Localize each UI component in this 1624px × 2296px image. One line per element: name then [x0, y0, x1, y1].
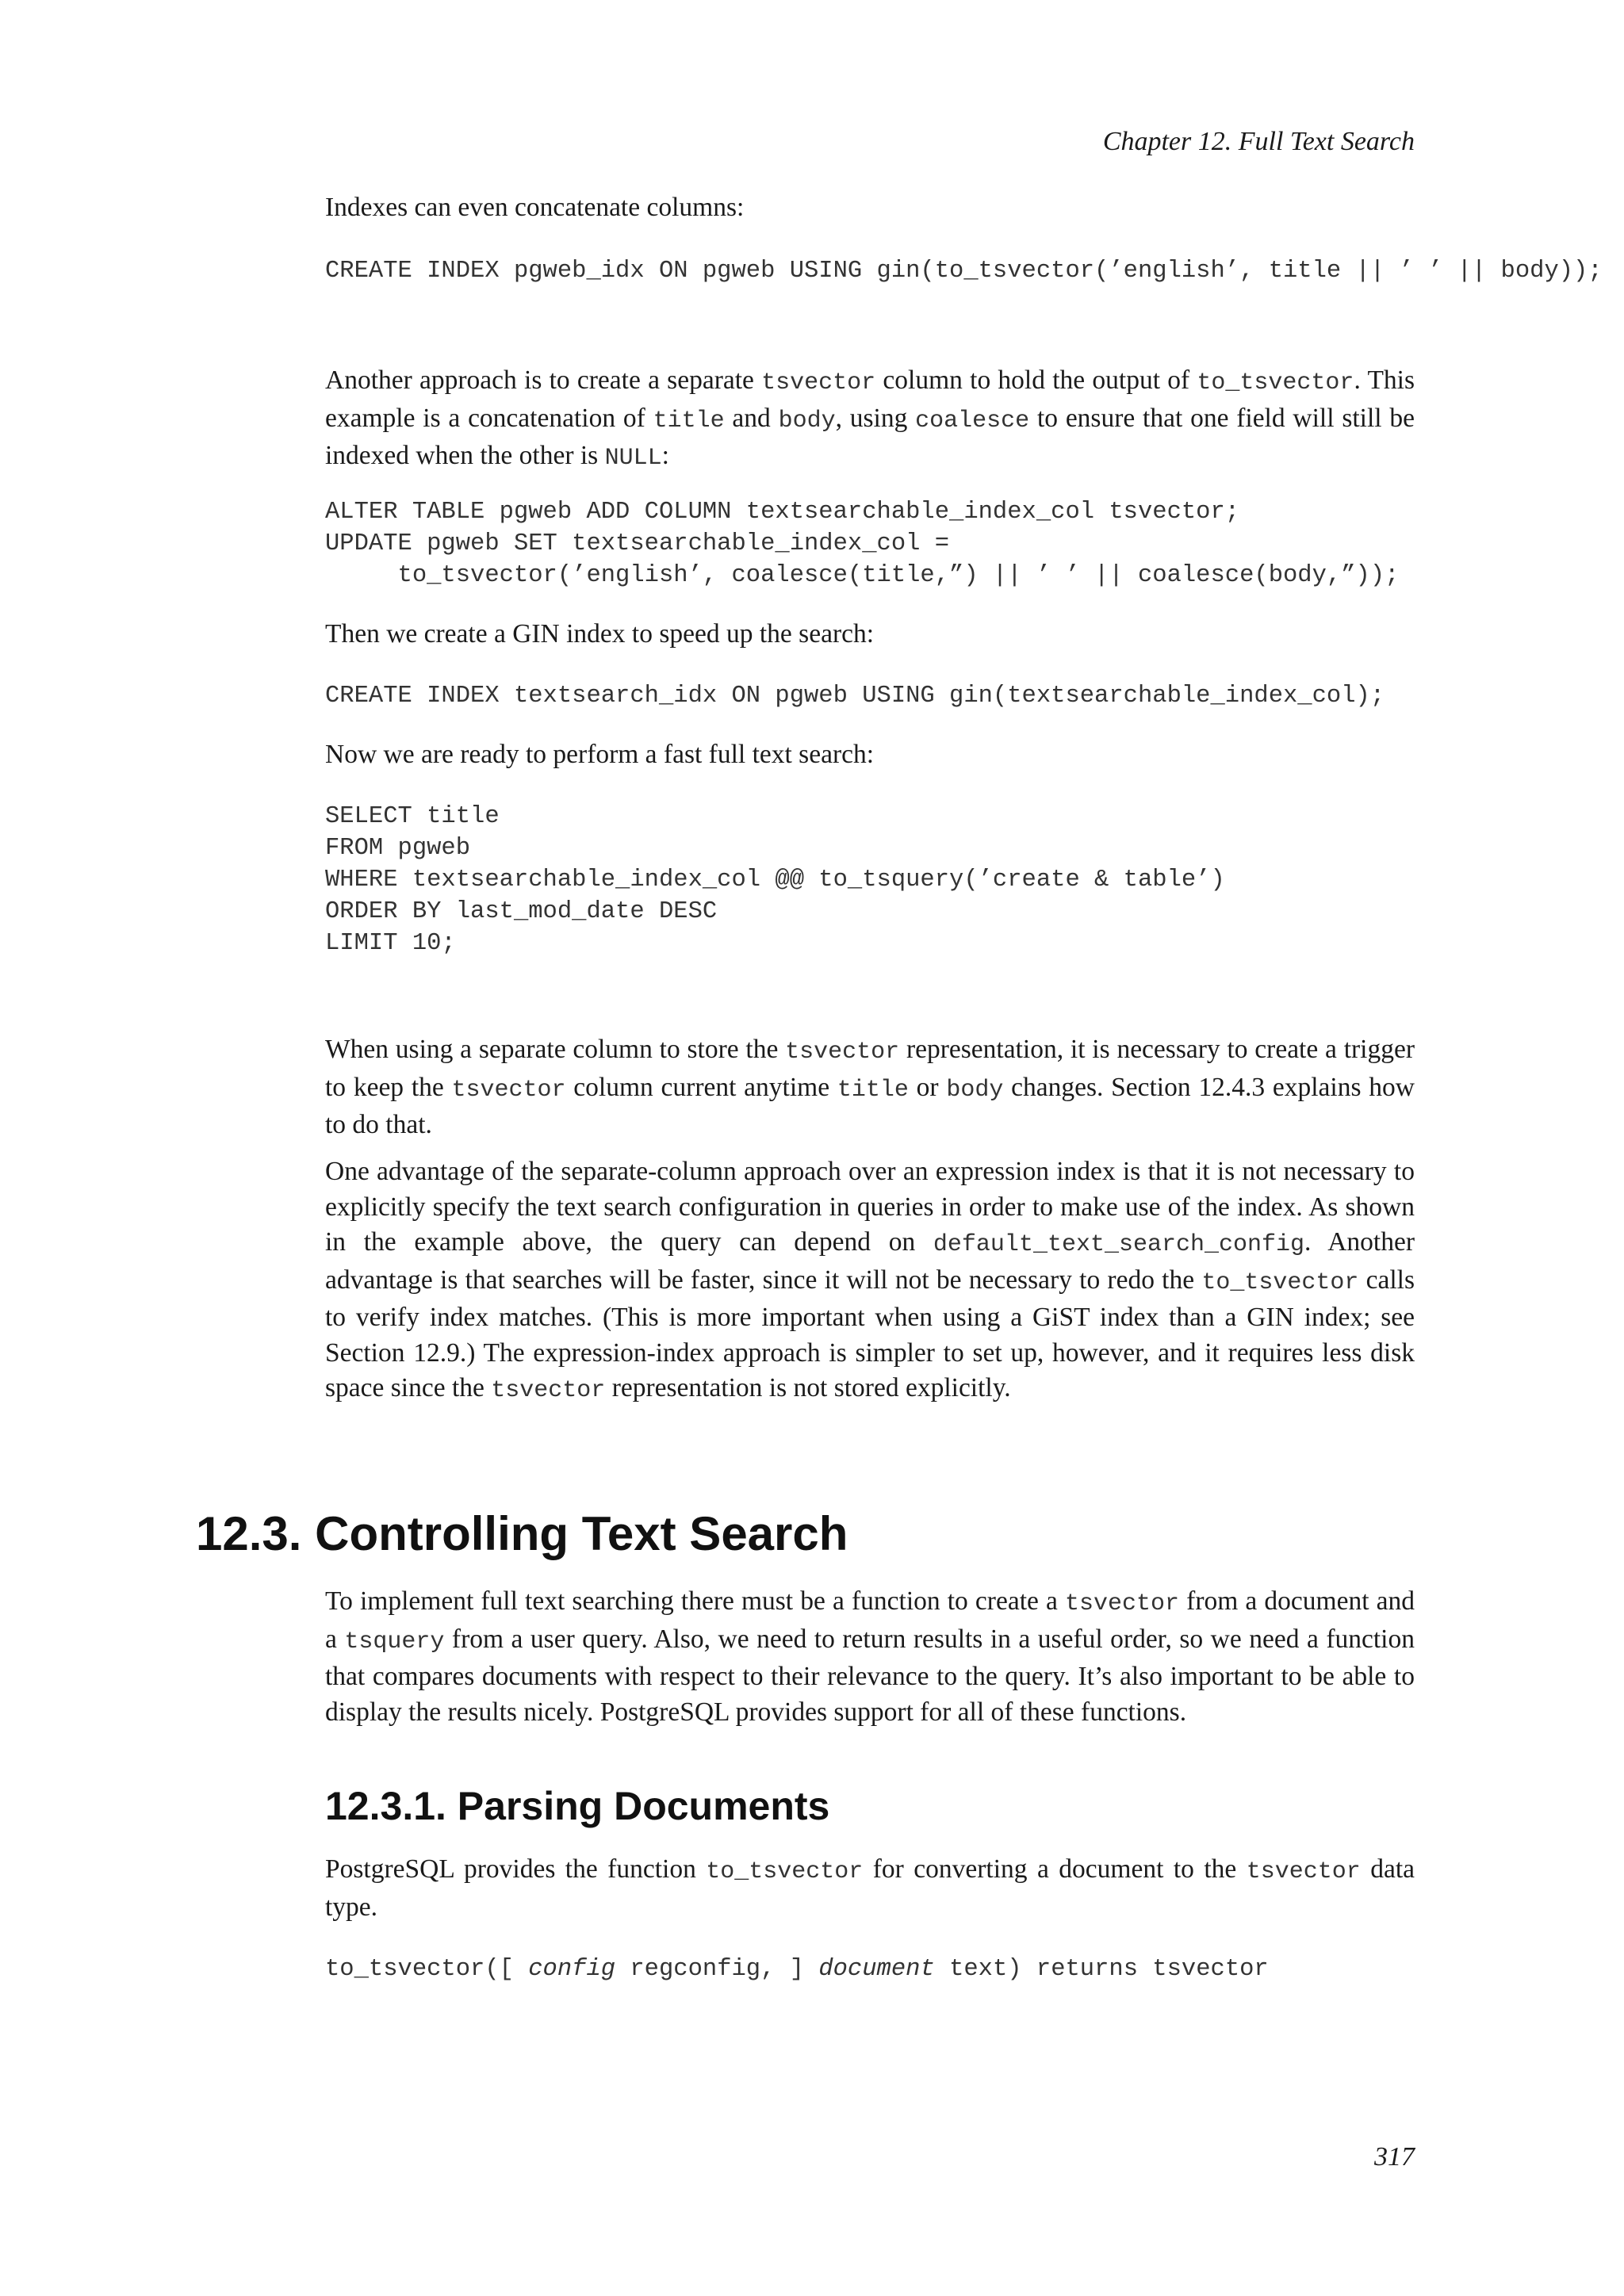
code-function-signature: to_tsvector([ config regconfig, ] document text) returns tsvector — [325, 1956, 1269, 1983]
paragraph-separate-column: Another approach is to create a separate tsvector column to hold the output of to_tsvector. This example is a concatenation of title and body, using coalesce to ensure that one field will still be indexed when the other is NULL: — [325, 365, 1415, 472]
code-block-select: SELECT title FROM pgweb WHERE textsearchable_index_col @@ to_tsquery(’create & table’) ORDER BY last_mod_date DESC LIMIT 10; — [325, 803, 1225, 957]
code-block-alter-table: ALTER TABLE pgweb ADD COLUMN textsearchable_index_col tsvector; UPDATE pgweb SET textsearchable_index_col = to_tsvector(’english’, coalesce(title,”) || ’ ’ || coalesce(body,”)); — [325, 499, 1400, 589]
paragraph-trigger: When using a separate column to store the tsvector representation, it is necessary to create a trigger to keep the tsvector column current anytime title or body changes. Section 12.4.3 explains how to do that. — [325, 1035, 1415, 1139]
paragraph-parsing: PostgreSQL provides the function to_tsvector for converting a document to the tsvector data type. — [325, 1854, 1415, 1922]
running-head: Chapter 12. Full Text Search — [1102, 127, 1415, 156]
code-block-index-concat: CREATE INDEX pgweb_idx ON pgweb USING gin(to_tsvector(’english’, title || ’ ’ || body)); — [325, 258, 1603, 285]
paragraph-implement: To implement full text searching there must be a function to create a tsvector from a document and a tsquery from a user query. Also, we need to return results in a useful order, so we need a function that compares documents with respect to their relevance to the query. It’s also important to be able to display the results nicely. PostgreSQL provides support for all of these functions. — [325, 1586, 1415, 1727]
paragraph-advantage: One advantage of the separate-column approach over an expression index is that it is not necessary to explicitly specify the text search configuration in queries in order to make use of the index. As shown in the example above, the query can depend on default_text_search_config. Another advantage is that searches will be faster, since it will not be necessary to redo the to_tsvector calls to verify index matches. (This is more important when using a GiST index than a GIN index; see Section 12.9.) The expression-index approach is simpler to set up, however, and it requires less disk space since the tsvector representation is not stored explicitly. — [325, 1157, 1415, 1404]
paragraph-ready: Now we are ready to perform a fast full text search: — [325, 740, 875, 769]
paragraph-gin-index: Then we create a GIN index to speed up the search: — [325, 619, 875, 649]
section-heading-controlling-text-search: 12.3. Controlling Text Search — [196, 1507, 848, 1560]
paragraph-index-concat: Indexes can even concatenate columns: — [325, 193, 745, 222]
code-block-gin-index: CREATE INDEX textsearch_idx ON pgweb USING gin(textsearchable_index_col); — [325, 683, 1385, 710]
page-number: 317 — [1374, 2142, 1415, 2172]
subsection-heading-parsing-documents: 12.3.1. Parsing Documents — [325, 1784, 830, 1828]
